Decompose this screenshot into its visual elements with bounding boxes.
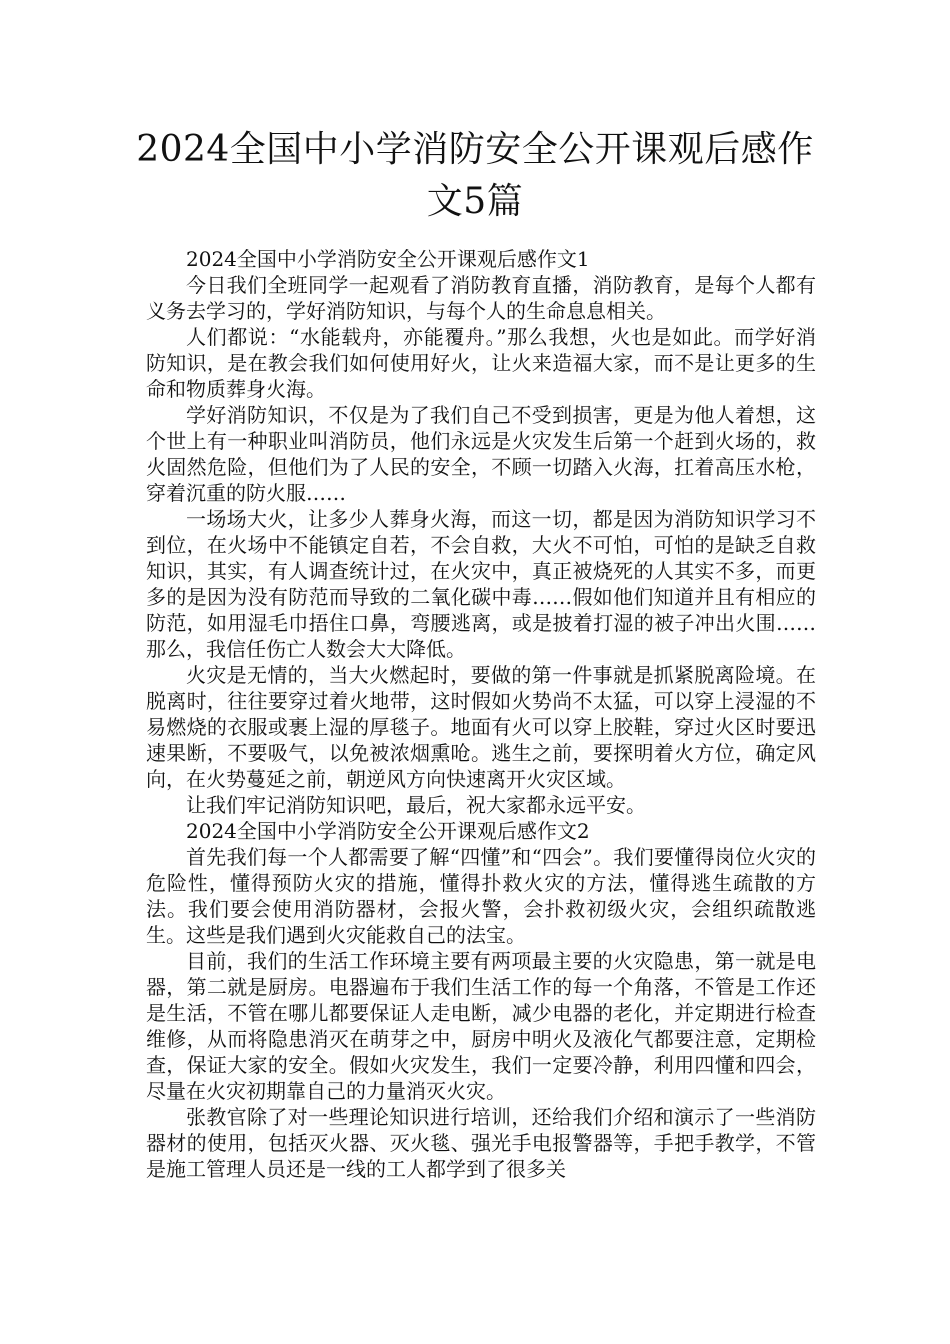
essay-2-heading: 2024全国中小学消防安全公开课观后感作文2 xyxy=(186,819,590,843)
paragraph: 一场场大火，让多少人葬身火海，而这一切，都是因为消防知识学习不到位，在火场中不能镇定自若，不会自救，大火不可怕，可怕的是缺乏自救知识，其实，有人调查统计过，在火灾中，真正被烧死的人其实不多，而更多的是因为没有防范而导致的二氧化碳中毒……假如他们知道并且有相应的防范，如用湿毛巾捂住口鼻，弯腰逃离，或是披着打湿的被子冲出火围……那么，我信任伤亡人数会大大降低。 xyxy=(146,507,816,661)
paragraph: 今日我们全班同学一起观看了消防教育直播，消防教育，是每个人都有义务去学习的，学好消防知识，与每个人的生命息息相关。 xyxy=(146,273,816,323)
paragraph: 火灾是无情的，当大火燃起时，要做的第一件事就是抓紧脱离险境。在脱离时，往往要穿过着火地带，这时假如火势尚不太猛，可以穿上浸湿的不易燃烧的衣服或裹上湿的厚毯子。地面有火可以穿上胶鞋，穿过火区时要迅速果断，不要吸气，以免被浓烟熏呛。逃生之前，要探明着火方位，确定风向，在火势蔓延之前，朝逆风方向快速离开火灾区域。 xyxy=(146,663,816,791)
title-line-2: 文5篇 xyxy=(426,181,524,222)
paragraph: 首先我们每一个人都需要了解“四懂”和“四会”。我们要懂得岗位火灾的危险性，懂得预防火灾的措施，懂得扑救火灾的方法，懂得逃生疏散的方法。我们要会使用消防器材，会报火警，会扑救初级火灾，会组织疏散逃生。这些是我们遇到火灾能救自己的法宝。 xyxy=(146,845,816,947)
paragraph: 让我们牢记消防知识吧，最后，祝大家都永远平安。 xyxy=(186,793,646,817)
paragraph: 张教官除了对一些理论知识进行培训，还给我们介绍和演示了一些消防器材的使用，包括灭火器、灭火毯、强光手电报警器等，手把手教学，不管是施工管理人员还是一线的工人都学到了很多关 xyxy=(146,1105,816,1181)
title-line-1: 2024全国中小学消防安全公开课观后感作 xyxy=(136,129,814,170)
document-title xyxy=(130,124,820,228)
paragraph: 目前，我们的生活工作环境主要有两项最主要的火灾隐患，第一就是电器，第二就是厨房。电器遍布于我们生活工作的每一个角落，不管是工作还是生活，不管在哪儿都要保证人走电断，减少电器的老化，并定期进行检查维修，从而将隐患消灭在萌芽之中，厨房中明火及液化气都要注意，定期检查，保证大家的安全。假如火灾发生，我们一定要冷静，利用四懂和四会，尽量在火灾初期靠自己的力量消灭火灾。 xyxy=(146,949,816,1103)
document-body xyxy=(146,246,816,1182)
paragraph: 学好消防知识，不仅是为了我们自己不受到损害，更是为他人着想，这个世上有一种职业叫消防员，他们永远是火灾发生后第一个赶到火场的，救火固然危险，但他们为了人民的安全，不顾一切踏入火海，扛着高压水枪，穿着沉重的防火服…… xyxy=(146,403,816,505)
paragraph: 人们都说：“水能载舟，亦能覆舟。”那么我想，火也是如此。而学好消防知识，是在教会我们如何使用好火，让火来造福大家，而不是让更多的生命和物质葬身火海。 xyxy=(146,325,816,401)
essay-1-heading: 2024全国中小学消防安全公开课观后感作文1 xyxy=(186,247,590,271)
